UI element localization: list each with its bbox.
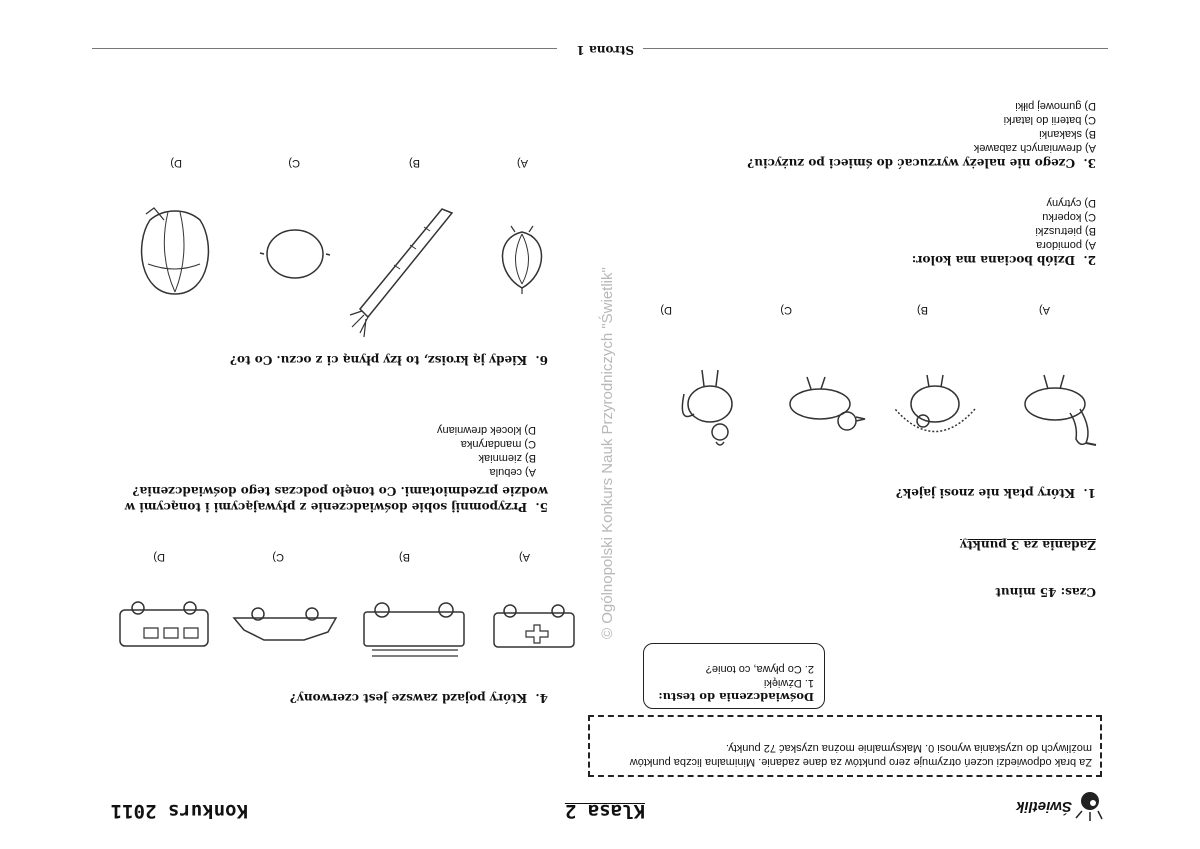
experiment-item: 1. Dźwięki [763,677,814,689]
logo-text: Świetlik [1016,798,1072,815]
carrot-image [350,199,460,339]
question-3 [747,156,1096,170]
answer-option[interactable]: C) mandarynka [460,438,536,450]
page-number: Strona 1 [576,43,634,57]
question-number: 4. [535,691,548,705]
option-label[interactable]: B) [399,551,410,563]
experiments-box [643,643,825,709]
option-label[interactable]: B) [409,157,420,169]
option-label[interactable]: D) [170,157,182,169]
answer-option[interactable]: B) ziemniak [478,452,536,464]
scoring-notice: Za brak odpowiedzi uczeń otrzymuje zero punktów za dane zadanie. Minimalna liczba punktów możliwych do uzyskania wynosi 0. Maksymalnie można uzyskać 72 punkty. [588,715,1102,777]
question-2-options [1035,196,1096,252]
lemon-image [260,219,330,289]
question-6 [230,353,548,367]
option-label[interactable]: D) [153,551,165,563]
ambulance-image [488,597,578,657]
question-text: Czego nie należy wyrzucać do śmieci po zużyciu? [747,156,1076,170]
option-label[interactable]: C) [272,551,284,563]
section-title: Zadania za 3 punkty [960,538,1096,552]
firefly-logo-icon [1070,787,1104,821]
question-number: 6. [535,353,548,367]
option-label[interactable]: D) [660,304,672,316]
option-label[interactable]: B) [917,304,928,316]
contest-title: Konkurs 2011 [110,800,248,822]
question-text: Dziób bociana ma kolor: [911,253,1076,267]
question-text: Przypomnij sobie doświadczenie z pływającymi i tonącymi w wodzie przedmiotami. Co tonęło podczas tego doświadczenia? [124,484,548,514]
option-label[interactable]: C) [288,157,300,169]
answer-option[interactable]: B) pietruszki [1035,225,1096,237]
option-label[interactable]: A) [1039,304,1050,316]
cabbage-image [130,204,220,304]
question-text: Który ptak nie znosi jajek? [895,486,1076,500]
watermark: © Ogólnopolski Konkurs Nauk Przyrodniczych "Świetlik" [599,267,616,639]
answer-option[interactable]: C) koperku [1042,211,1096,223]
rooster-image [670,364,750,454]
goose-image [1010,369,1100,449]
police-car-image [230,594,340,654]
option-label[interactable]: A) [519,551,530,563]
question-number: 2. [1083,253,1096,267]
question-3-options [974,99,1096,155]
answer-option[interactable]: D) cytryny [1046,197,1096,209]
question-5-options [437,423,536,479]
question-4 [290,691,548,705]
question-5 [108,483,548,515]
answer-option[interactable]: A) cebula [489,466,536,478]
class-title: Klasa 2 [564,800,645,822]
answer-option[interactable]: B) skakanki [1039,128,1096,140]
answer-option[interactable]: D) klocek drewniany [436,424,536,436]
experiment-item: 2. Co pływa, co tonie? [705,663,814,675]
answer-option[interactable]: A) drewnianych zabawek [973,142,1096,154]
turkey-image [885,369,985,449]
answer-option[interactable]: A) pomidora [1036,239,1096,251]
question-text: Kiedy ją kroisz, to łzy płyną ci z oczu. Co to? [230,353,528,367]
answer-option[interactable]: C) baterii do latarki [1003,114,1096,126]
question-number: 5. [535,500,548,514]
experiments-title: Doświadczenia do testu: [658,690,814,704]
duck-image [775,369,865,449]
question-1 [896,486,1096,500]
question-2 [912,253,1096,267]
answer-option[interactable]: D) gumowej piłki [1015,100,1096,112]
question-text: Który pojazd zawsze jest czerwony? [289,691,528,705]
time-limit: Czas: 45 minut [995,585,1096,599]
onion-image [487,224,557,294]
footer-rule-left [643,48,1108,49]
bus-image [112,594,212,654]
option-label[interactable]: A) [517,157,528,169]
option-label[interactable]: C) [780,304,792,316]
fire-truck-image [358,594,468,664]
question-number: 3. [1083,156,1096,170]
question-number: 1. [1083,486,1096,500]
footer-rule-right [92,48,557,49]
